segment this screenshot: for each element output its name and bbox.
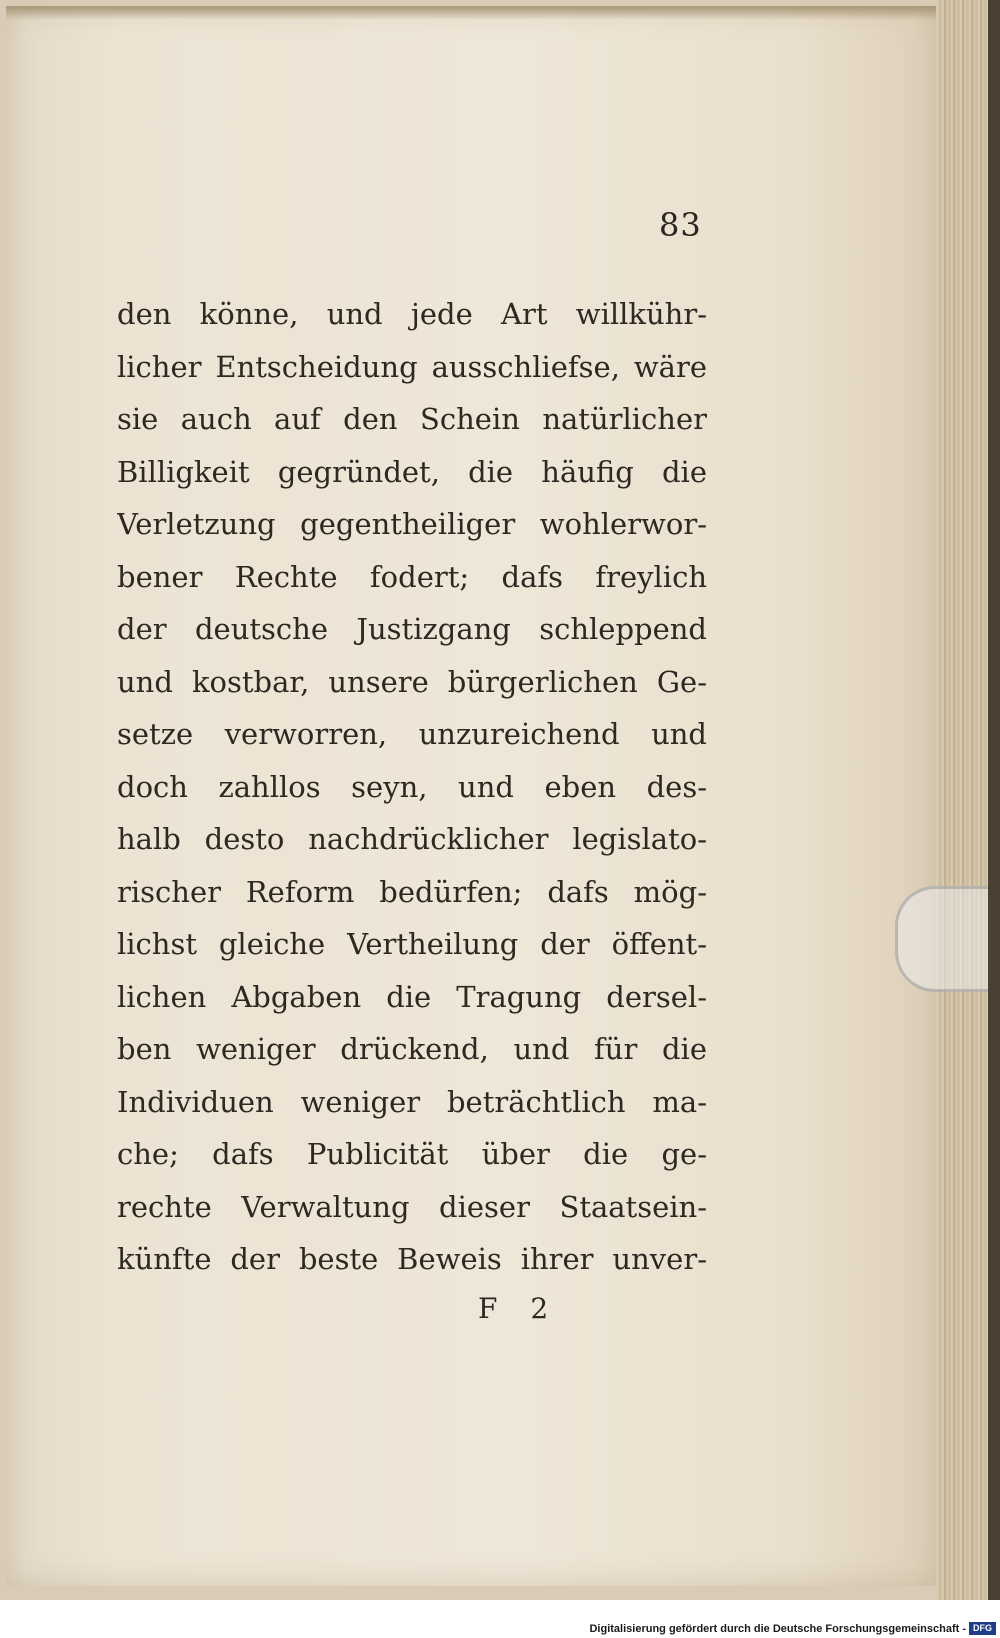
text-line: che; dafs Publicität über die ge- [117, 1137, 707, 1171]
text-line: der deutsche Justizgang schleppend [117, 612, 707, 646]
text-line: und kostbar, unsere bürgerlichen Ge- [117, 664, 707, 699]
text-line: rischer Reform bedürfen; dafs mög- [117, 874, 707, 909]
page-number: 83 [659, 206, 702, 244]
page-top-shadow [6, 6, 936, 20]
text-line: setze verworren, unzureichend und [117, 717, 707, 751]
text-line: lichen Abgaben die Tragung dersel- [117, 979, 707, 1014]
text-line: doch zahllos seyn, und eben des- [117, 769, 707, 804]
text-line: Individuen weniger beträchtlich ma- [117, 1084, 707, 1119]
body-text [117, 288, 707, 1286]
text-line: bener Rechte fodert; dafs freylich [117, 559, 707, 594]
page-clip [895, 886, 988, 992]
printer-signature-mark: F 2 [478, 1292, 561, 1325]
digitization-footer [0, 1600, 1000, 1638]
book-cover-edge [988, 0, 1000, 1600]
text-line: Verletzung gegentheiliger wohlerwor- [117, 507, 707, 541]
text-line: ben weniger drückend, und für die [117, 1032, 707, 1066]
text-line: licher Entscheidung ausschliefse, wäre [117, 349, 707, 384]
text-line: Billigkeit gegründet, die häufig die [117, 454, 707, 489]
funding-credit: Digitalisierung gefördert durch die Deutsche Forschungsgemeinschaft - [589, 1623, 966, 1635]
text-line: halb desto nachdrücklicher legislato- [117, 822, 707, 856]
dfg-logo: DFG [969, 1622, 996, 1635]
text-line: rechte Verwaltung dieser Staatsein- [117, 1189, 707, 1224]
text-line: den könne, und jede Art willkühr- [117, 297, 707, 331]
text-line: lichst gleiche Vertheilung der öffent- [117, 927, 707, 961]
text-line: sie auch auf den Schein natürlicher [117, 402, 707, 436]
text-line: künfte der beste Beweis ihrer unver- [117, 1242, 707, 1276]
